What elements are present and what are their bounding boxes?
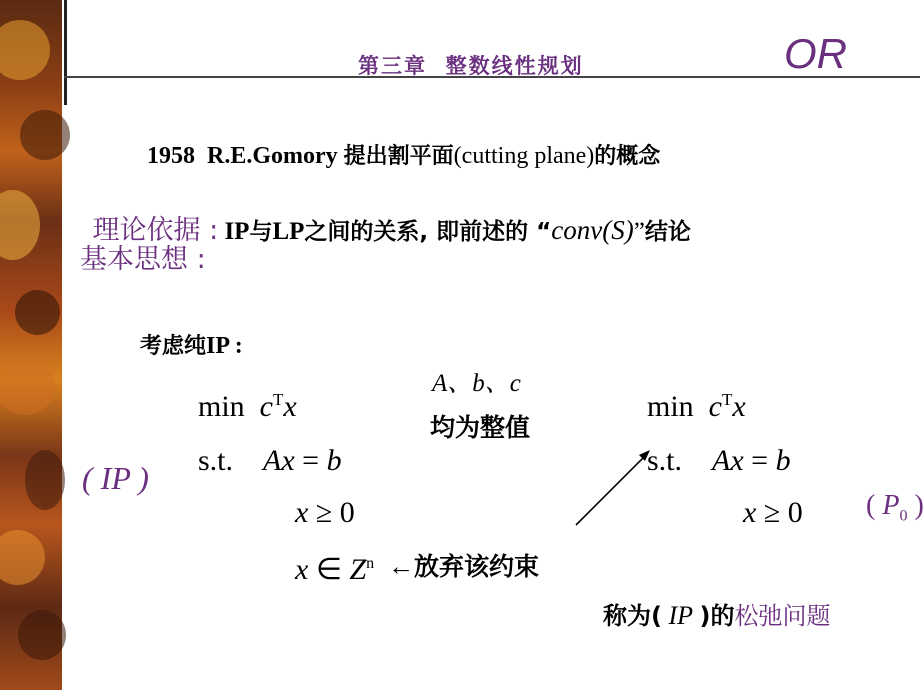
p0-geq: ≥ — [763, 496, 781, 529]
chapter-title: 第三章 整数线性规划 — [358, 54, 584, 78]
p0-c: c — [708, 390, 722, 423]
p0-close: ) — [914, 490, 924, 521]
p0-nonneg — [728, 462, 803, 530]
intro-line — [135, 112, 660, 170]
p0-b: b — [775, 444, 791, 477]
ip-x-geq: x — [295, 496, 309, 529]
p0-p: P — [882, 490, 900, 521]
header-vertical-rule — [64, 0, 67, 105]
ip-zero: 0 — [339, 496, 355, 529]
ip-min: min — [198, 390, 245, 423]
p0-x-geq: x — [743, 496, 757, 529]
basis-conv: conv(S) — [551, 215, 634, 245]
basis-and: 与 — [249, 219, 273, 245]
idea-label: 基本思想 : — [80, 244, 206, 275]
intro-text-a: 提出割平面 — [343, 144, 454, 169]
p0-open: ( — [866, 490, 876, 521]
consider-ip: IP : — [206, 333, 243, 359]
ip-n: n — [366, 555, 375, 572]
p0-transpose: T — [722, 390, 733, 409]
note-abc: A、b、c — [432, 370, 521, 397]
ip-z: Z — [349, 553, 367, 586]
p0-name — [852, 458, 924, 526]
or-logo: OR — [784, 30, 847, 77]
intro-year: 1958 — [147, 143, 195, 169]
p0-eq: = — [751, 444, 769, 477]
ip-ax: Ax — [263, 444, 295, 477]
basis-ip: IP — [224, 218, 250, 245]
ip-geq: ≥ — [315, 496, 333, 529]
basis-label: 理论依据 : — [92, 215, 219, 246]
ip-in: ∈ — [315, 553, 342, 586]
caption-term: 松弛问题 — [734, 602, 831, 630]
ip-x: x — [283, 390, 297, 423]
caption-text-b: )的 — [699, 602, 735, 630]
p0-ax: Ax — [712, 444, 744, 477]
p0-zero: 0 — [787, 496, 803, 529]
relaxation-caption — [590, 566, 830, 631]
intro-text-c: 的概念 — [594, 144, 661, 169]
consider-text: 考虑纯 — [140, 334, 207, 359]
p0-min: min — [647, 390, 694, 423]
note-drop-line — [375, 517, 539, 583]
ip-st: s.t. — [198, 444, 234, 477]
consider-line — [128, 302, 243, 360]
p0-st: s.t. — [647, 444, 683, 477]
ip-c: c — [259, 390, 273, 423]
caption-text-a: 称为( — [603, 602, 662, 630]
ip-x-in: x — [295, 553, 309, 586]
intro-text-b: (cutting plane) — [453, 143, 595, 169]
drop-arrow-icon: ← — [388, 552, 414, 581]
p0-x: x — [732, 390, 746, 423]
intro-author: R.E.Gomory — [207, 143, 338, 169]
ip-name: ( IP ) — [82, 460, 149, 496]
note-drop: 放弃该约束 — [414, 552, 540, 581]
ip-integer — [280, 518, 374, 587]
ip-transpose: T — [273, 390, 284, 409]
basis-lp: LP — [272, 218, 305, 245]
ip-b: b — [326, 444, 342, 477]
basis-relation: 之间的关系, 即前述的 “ — [304, 219, 552, 245]
caption-ip: IP — [668, 601, 694, 630]
ip-eq: = — [302, 444, 320, 477]
decorative-sidebar — [0, 0, 62, 690]
note-integer: 均为整值 — [430, 413, 531, 442]
basis-conclusion: 结论 — [644, 219, 691, 245]
basis-quote-close: ” — [633, 218, 645, 245]
p0-sub: 0 — [899, 507, 908, 525]
